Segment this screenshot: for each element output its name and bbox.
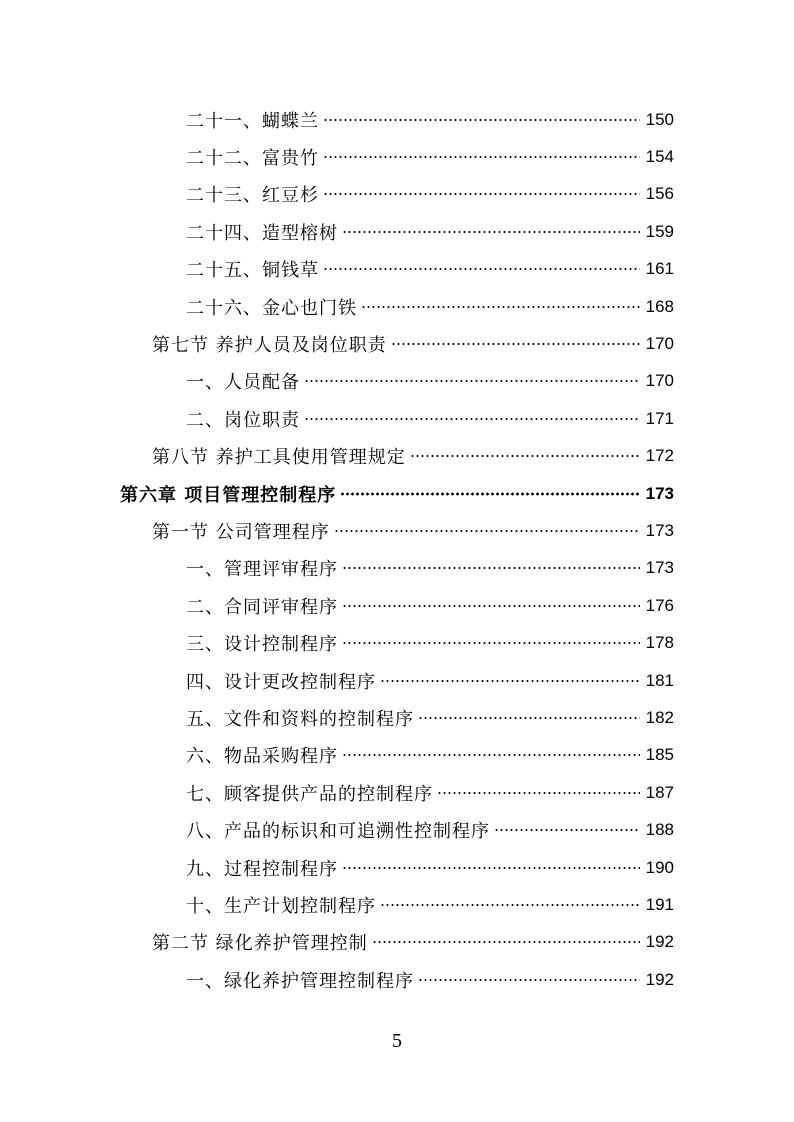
toc-entry-page-number: 161 [645, 259, 674, 279]
page-number: 5 [392, 1030, 402, 1052]
toc-subsection-entry[interactable] [0, 886, 794, 923]
toc-entry-title: 二十四、造型榕树 [186, 222, 338, 244]
toc-entry-page-number: 176 [645, 595, 674, 615]
toc-entry-title: 二十五、铜钱草 [186, 260, 319, 282]
dot-leader [342, 752, 640, 758]
toc-entry-page-number: 173 [645, 483, 674, 503]
toc-entry-title: 一、人员配备 [186, 372, 300, 394]
toc-subsection-entry[interactable] [0, 550, 794, 587]
toc-entry-page-number: 173 [645, 558, 674, 578]
toc-subsection-entry[interactable] [0, 138, 794, 175]
dot-leader [342, 603, 640, 609]
dot-leader [342, 865, 640, 871]
dot-leader [323, 191, 640, 197]
toc-entry-page-number: 190 [645, 857, 674, 877]
dot-leader [437, 790, 640, 796]
toc-subsection-entry[interactable] [0, 101, 794, 138]
toc-entry-title: 二、合同评审程序 [186, 596, 338, 618]
toc-subsection-entry[interactable] [0, 774, 794, 811]
toc-subsection-entry[interactable] [0, 662, 794, 699]
dot-leader [340, 491, 640, 497]
toc-entry-page-number: 154 [645, 147, 674, 167]
toc-entry-page-number: 192 [645, 932, 674, 952]
toc-chapter-entry[interactable] [0, 475, 794, 512]
toc-entry-title: 第二节 绿化养护管理控制 [152, 933, 368, 955]
toc-section-entry[interactable] [0, 924, 794, 961]
toc-subsection-entry[interactable] [0, 213, 794, 250]
toc-entry-page-number: 172 [645, 446, 674, 466]
dot-leader [323, 266, 640, 272]
toc-subsection-entry[interactable] [0, 699, 794, 736]
toc-entry-title: 一、绿化养护管理控制程序 [186, 970, 414, 992]
toc-entry-page-number: 171 [645, 408, 674, 428]
toc-section-entry[interactable] [0, 325, 794, 362]
dot-leader [342, 229, 640, 235]
dot-leader [372, 939, 640, 945]
toc-entry-page-number: 159 [645, 221, 674, 241]
toc-entry-page-number: 192 [645, 969, 674, 989]
toc-entry-title: 五、文件和资料的控制程序 [186, 708, 414, 730]
toc-entry-title: 四、设计更改控制程序 [186, 671, 376, 693]
toc-entry-title: 第八节 养护工具使用管理规定 [152, 447, 406, 469]
dot-leader [418, 715, 640, 721]
toc-subsection-entry[interactable] [0, 288, 794, 325]
dot-leader [334, 528, 640, 534]
toc-subsection-entry[interactable] [0, 849, 794, 886]
toc-entry-title: 第一节 公司管理程序 [152, 521, 330, 543]
table-of-contents [0, 101, 794, 998]
dot-leader [323, 154, 640, 160]
dot-leader [361, 304, 640, 310]
toc-subsection-entry[interactable] [0, 624, 794, 661]
toc-entry-title: 第六章 项目管理控制程序 [120, 484, 337, 506]
toc-entry-title: 六、物品采购程序 [186, 746, 338, 768]
toc-entry-title: 二十二、富贵竹 [186, 148, 319, 170]
toc-entry-title: 七、顾客提供产品的控制程序 [186, 783, 433, 805]
toc-entry-title: 二十一、蝴蝶兰 [186, 110, 319, 132]
toc-entry-page-number: 178 [645, 633, 674, 653]
dot-leader [494, 827, 640, 833]
toc-entry-title: 二、岗位职责 [186, 409, 300, 431]
toc-section-entry[interactable] [0, 512, 794, 549]
toc-entry-page-number: 170 [645, 334, 674, 354]
toc-subsection-entry[interactable] [0, 400, 794, 437]
dot-leader [410, 453, 640, 459]
toc-entry-title: 九、过程控制程序 [186, 858, 338, 880]
toc-entry-page-number: 181 [645, 670, 674, 690]
dot-leader [418, 977, 640, 983]
toc-entry-title: 二十六、金心也门铁 [186, 297, 357, 319]
dot-leader [323, 117, 640, 123]
toc-subsection-entry[interactable] [0, 811, 794, 848]
toc-entry-title: 三、设计控制程序 [186, 634, 338, 656]
toc-entry-page-number: 182 [645, 707, 674, 727]
toc-entry-page-number: 191 [645, 894, 674, 914]
toc-entry-title: 第七节 养护人员及岗位职责 [152, 335, 387, 357]
dot-leader [391, 341, 640, 347]
toc-section-entry[interactable] [0, 438, 794, 475]
dot-leader [380, 678, 640, 684]
dot-leader [304, 378, 640, 384]
toc-subsection-entry[interactable] [0, 961, 794, 998]
toc-entry-page-number: 188 [645, 820, 674, 840]
toc-subsection-entry[interactable] [0, 737, 794, 774]
toc-entry-title: 八、产品的标识和可追溯性控制程序 [186, 821, 490, 843]
toc-entry-title: 十、生产计划控制程序 [186, 895, 376, 917]
toc-subsection-entry[interactable] [0, 251, 794, 288]
toc-entry-page-number: 156 [645, 184, 674, 204]
toc-subsection-entry[interactable] [0, 363, 794, 400]
dot-leader [342, 565, 640, 571]
toc-entry-title: 一、管理评审程序 [186, 559, 338, 581]
dot-leader [380, 902, 640, 908]
toc-entry-page-number: 187 [645, 782, 674, 802]
toc-subsection-entry[interactable] [0, 587, 794, 624]
toc-subsection-entry[interactable] [0, 176, 794, 213]
toc-entry-title: 二十三、红豆杉 [186, 185, 319, 207]
toc-entry-page-number: 168 [645, 296, 674, 316]
toc-entry-page-number: 150 [645, 109, 674, 129]
toc-entry-page-number: 185 [645, 745, 674, 765]
dot-leader [342, 640, 640, 646]
dot-leader [304, 416, 640, 422]
toc-entry-page-number: 173 [645, 520, 674, 540]
toc-entry-page-number: 170 [645, 371, 674, 391]
